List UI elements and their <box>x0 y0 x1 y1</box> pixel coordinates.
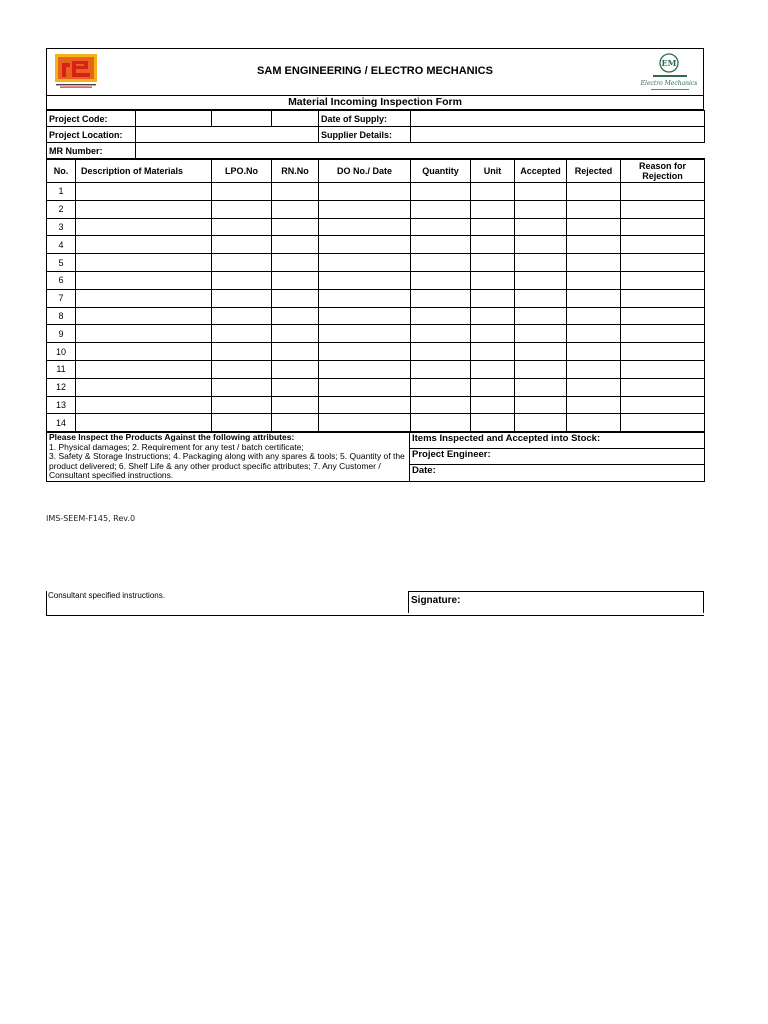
table-cell[interactable] <box>471 236 515 254</box>
row-number: 11 <box>47 360 76 378</box>
table-cell[interactable] <box>272 236 319 254</box>
table-cell[interactable] <box>411 360 471 378</box>
table-row <box>47 236 705 254</box>
table-cell[interactable] <box>212 343 272 361</box>
inspect-heading: Please Inspect the Products Against the following attributes: <box>49 432 295 443</box>
materials-table <box>46 159 705 432</box>
table-cell[interactable] <box>621 289 705 307</box>
table-cell[interactable] <box>319 360 411 378</box>
table-row <box>47 271 705 289</box>
table-cell[interactable] <box>471 325 515 343</box>
project-info-table <box>46 110 705 159</box>
table-cell[interactable] <box>471 378 515 396</box>
row-number: 6 <box>47 271 76 289</box>
table-cell[interactable] <box>621 254 705 272</box>
table-cell[interactable] <box>76 325 212 343</box>
table-cell[interactable] <box>212 414 272 432</box>
supplier-details-field[interactable] <box>411 127 705 143</box>
row-number: 14 <box>47 414 76 432</box>
table-cell[interactable] <box>212 200 272 218</box>
company-name: SAM ENGINEERING / ELECTRO MECHANICS <box>257 65 493 77</box>
table-row <box>47 396 705 414</box>
table-row <box>47 200 705 218</box>
table-cell[interactable] <box>76 396 212 414</box>
table-cell[interactable] <box>567 236 621 254</box>
table-cell[interactable] <box>212 254 272 272</box>
table-cell[interactable] <box>471 360 515 378</box>
table-cell[interactable] <box>515 289 567 307</box>
row-number: 5 <box>47 254 76 272</box>
table-cell[interactable] <box>212 183 272 201</box>
table-cell[interactable] <box>272 200 319 218</box>
project-engineer-label: Project Engineer: <box>410 449 705 465</box>
project-code-field-2[interactable] <box>212 111 272 127</box>
form-reference: IMS-SEEM-F145, Rev.0 <box>46 514 136 523</box>
table-row <box>47 360 705 378</box>
table-row <box>47 289 705 307</box>
signature-field[interactable]: Signature: <box>408 591 704 613</box>
table-cell[interactable] <box>76 218 212 236</box>
table-cell[interactable] <box>411 414 471 432</box>
row-number: 1 <box>47 183 76 201</box>
table-cell[interactable] <box>76 200 212 218</box>
table-cell[interactable] <box>567 414 621 432</box>
col-no: No. <box>47 160 76 183</box>
table-cell[interactable] <box>212 378 272 396</box>
table-cell[interactable] <box>319 414 411 432</box>
table-cell[interactable] <box>621 271 705 289</box>
table-cell[interactable] <box>411 200 471 218</box>
col-do-no-date: DO No./ Date <box>319 160 411 183</box>
table-cell[interactable] <box>621 236 705 254</box>
table-header-row <box>47 160 705 183</box>
table-cell[interactable] <box>567 396 621 414</box>
table-cell[interactable] <box>212 218 272 236</box>
table-cell[interactable] <box>411 378 471 396</box>
project-location-field[interactable] <box>136 127 319 143</box>
table-cell[interactable] <box>319 289 411 307</box>
table-cell[interactable] <box>272 307 319 325</box>
table-cell[interactable] <box>319 378 411 396</box>
table-cell[interactable] <box>272 378 319 396</box>
table-cell[interactable] <box>621 200 705 218</box>
table-cell[interactable] <box>567 307 621 325</box>
table-cell[interactable] <box>212 325 272 343</box>
project-code-label: Project Code: <box>47 111 136 127</box>
table-cell[interactable] <box>515 271 567 289</box>
inspection-form <box>46 48 704 482</box>
table-cell[interactable] <box>567 254 621 272</box>
table-cell[interactable] <box>272 254 319 272</box>
row-number: 7 <box>47 289 76 307</box>
table-row <box>47 307 705 325</box>
col-quantity: Quantity <box>411 160 471 183</box>
table-cell[interactable] <box>76 289 212 307</box>
table-cell[interactable] <box>212 289 272 307</box>
table-cell[interactable] <box>411 236 471 254</box>
col-rejected: Rejected <box>567 160 621 183</box>
table-cell[interactable] <box>272 271 319 289</box>
table-cell[interactable] <box>411 307 471 325</box>
table-cell[interactable] <box>515 378 567 396</box>
table-cell[interactable] <box>621 343 705 361</box>
row-number: 4 <box>47 236 76 254</box>
table-cell[interactable] <box>567 325 621 343</box>
table-cell[interactable] <box>621 325 705 343</box>
col-unit: Unit <box>471 160 515 183</box>
row-number: 10 <box>47 343 76 361</box>
table-cell[interactable] <box>319 271 411 289</box>
table-cell[interactable] <box>471 254 515 272</box>
table-row <box>47 254 705 272</box>
table-cell[interactable] <box>212 396 272 414</box>
col-reason-for-rejection: Reason for Rejection <box>621 160 705 183</box>
col-lpo-no: LPO.No <box>212 160 272 183</box>
electro-mechanics-logo-icon <box>640 52 698 92</box>
table-cell[interactable] <box>471 289 515 307</box>
table-cell[interactable] <box>272 325 319 343</box>
table-cell[interactable] <box>471 183 515 201</box>
row-number: 2 <box>47 200 76 218</box>
consultant-instructions: Consultant specified instructions. <box>46 591 165 615</box>
table-cell[interactable] <box>621 396 705 414</box>
col-accepted: Accepted <box>515 160 567 183</box>
svg-text:EM: EM <box>661 58 677 68</box>
table-cell[interactable] <box>567 218 621 236</box>
inspect-line-1: 1. Physical damages; 2. Requirement for any test / batch certificate; <box>49 441 304 452</box>
inspect-line-2: 3. Safety & Storage Instructions; 4. Packaging along with any spares & tools; 5. Quantity of the product delivered; 6. Shelf Life & any other product specific attributes; 7. Any Customer / Consultant specified instructions. <box>49 451 405 481</box>
project-code-field-3[interactable] <box>272 111 319 127</box>
table-cell[interactable] <box>76 378 212 396</box>
table-row <box>47 414 705 432</box>
table-cell[interactable] <box>471 396 515 414</box>
svg-text:Electro Mechanics: Electro Mechanics <box>640 80 698 87</box>
table-cell[interactable] <box>471 218 515 236</box>
table-cell[interactable] <box>621 307 705 325</box>
col-rn-no: RN.No <box>272 160 319 183</box>
table-cell[interactable] <box>76 307 212 325</box>
footer-table <box>46 432 705 482</box>
table-cell[interactable] <box>515 183 567 201</box>
table-cell[interactable] <box>411 183 471 201</box>
date-of-supply-label: Date of Supply: <box>319 111 411 127</box>
table-cell[interactable] <box>621 183 705 201</box>
table-cell[interactable] <box>621 378 705 396</box>
table-cell[interactable] <box>621 414 705 432</box>
date-of-supply-field[interactable] <box>411 111 705 127</box>
table-cell[interactable] <box>411 396 471 414</box>
mr-number-field[interactable] <box>136 143 705 159</box>
project-location-label: Project Location: <box>47 127 136 143</box>
table-cell[interactable] <box>411 325 471 343</box>
table-cell[interactable] <box>471 307 515 325</box>
table-cell[interactable] <box>411 271 471 289</box>
table-cell[interactable] <box>319 218 411 236</box>
row-number: 13 <box>47 396 76 414</box>
table-cell[interactable] <box>567 200 621 218</box>
table-cell[interactable] <box>212 307 272 325</box>
table-cell[interactable] <box>319 396 411 414</box>
table-cell[interactable] <box>515 236 567 254</box>
table-cell[interactable] <box>76 183 212 201</box>
table-cell[interactable] <box>76 414 212 432</box>
table-cell[interactable] <box>411 254 471 272</box>
table-cell[interactable] <box>272 218 319 236</box>
table-cell[interactable] <box>319 236 411 254</box>
table-row <box>47 183 705 201</box>
mr-number-label: MR Number: <box>47 143 136 159</box>
table-cell[interactable] <box>76 360 212 378</box>
table-cell[interactable] <box>411 343 471 361</box>
table-cell[interactable] <box>515 396 567 414</box>
table-cell[interactable] <box>515 414 567 432</box>
table-cell[interactable] <box>76 254 212 272</box>
signature-strip <box>46 591 704 616</box>
table-cell[interactable] <box>471 343 515 361</box>
table-cell[interactable] <box>471 414 515 432</box>
table-cell[interactable] <box>272 360 319 378</box>
table-cell[interactable] <box>471 271 515 289</box>
table-cell[interactable] <box>272 396 319 414</box>
table-cell[interactable] <box>515 254 567 272</box>
table-cell[interactable] <box>515 360 567 378</box>
table-cell[interactable] <box>621 218 705 236</box>
table-cell[interactable] <box>319 254 411 272</box>
table-cell[interactable] <box>515 343 567 361</box>
date-label: Date: <box>410 465 705 481</box>
table-cell[interactable] <box>515 325 567 343</box>
table-cell[interactable] <box>567 360 621 378</box>
table-cell[interactable] <box>212 271 272 289</box>
table-cell[interactable] <box>567 289 621 307</box>
table-cell[interactable] <box>319 200 411 218</box>
table-cell[interactable] <box>515 307 567 325</box>
row-number: 8 <box>47 307 76 325</box>
table-cell[interactable] <box>567 343 621 361</box>
table-cell[interactable] <box>411 218 471 236</box>
table-cell[interactable] <box>515 200 567 218</box>
table-cell[interactable] <box>567 378 621 396</box>
table-cell[interactable] <box>319 183 411 201</box>
table-cell[interactable] <box>76 343 212 361</box>
table-cell[interactable] <box>319 307 411 325</box>
row-number: 9 <box>47 325 76 343</box>
items-inspected-label: Items Inspected and Accepted into Stock: <box>410 433 705 449</box>
table-cell[interactable] <box>212 360 272 378</box>
table-cell[interactable] <box>621 360 705 378</box>
table-row <box>47 343 705 361</box>
table-cell[interactable] <box>272 343 319 361</box>
table-cell[interactable] <box>411 289 471 307</box>
table-cell[interactable] <box>471 200 515 218</box>
project-code-field[interactable] <box>136 111 212 127</box>
inspection-notes <box>47 433 410 482</box>
table-cell[interactable] <box>319 343 411 361</box>
table-row <box>47 218 705 236</box>
table-cell[interactable] <box>515 218 567 236</box>
supplier-details-label: Supplier Details: <box>319 127 411 143</box>
table-cell[interactable] <box>319 325 411 343</box>
table-cell[interactable] <box>272 289 319 307</box>
row-number: 12 <box>47 378 76 396</box>
table-row <box>47 378 705 396</box>
table-cell[interactable] <box>76 236 212 254</box>
form-title: Material Incoming Inspection Form <box>46 95 704 110</box>
row-number: 3 <box>47 218 76 236</box>
table-cell[interactable] <box>76 271 212 289</box>
table-cell[interactable] <box>212 236 272 254</box>
table-cell[interactable] <box>567 271 621 289</box>
form-header <box>46 48 704 95</box>
table-cell[interactable] <box>567 183 621 201</box>
table-row <box>47 325 705 343</box>
col-description: Description of Materials <box>76 160 212 183</box>
table-cell[interactable] <box>272 414 319 432</box>
table-cell[interactable] <box>272 183 319 201</box>
